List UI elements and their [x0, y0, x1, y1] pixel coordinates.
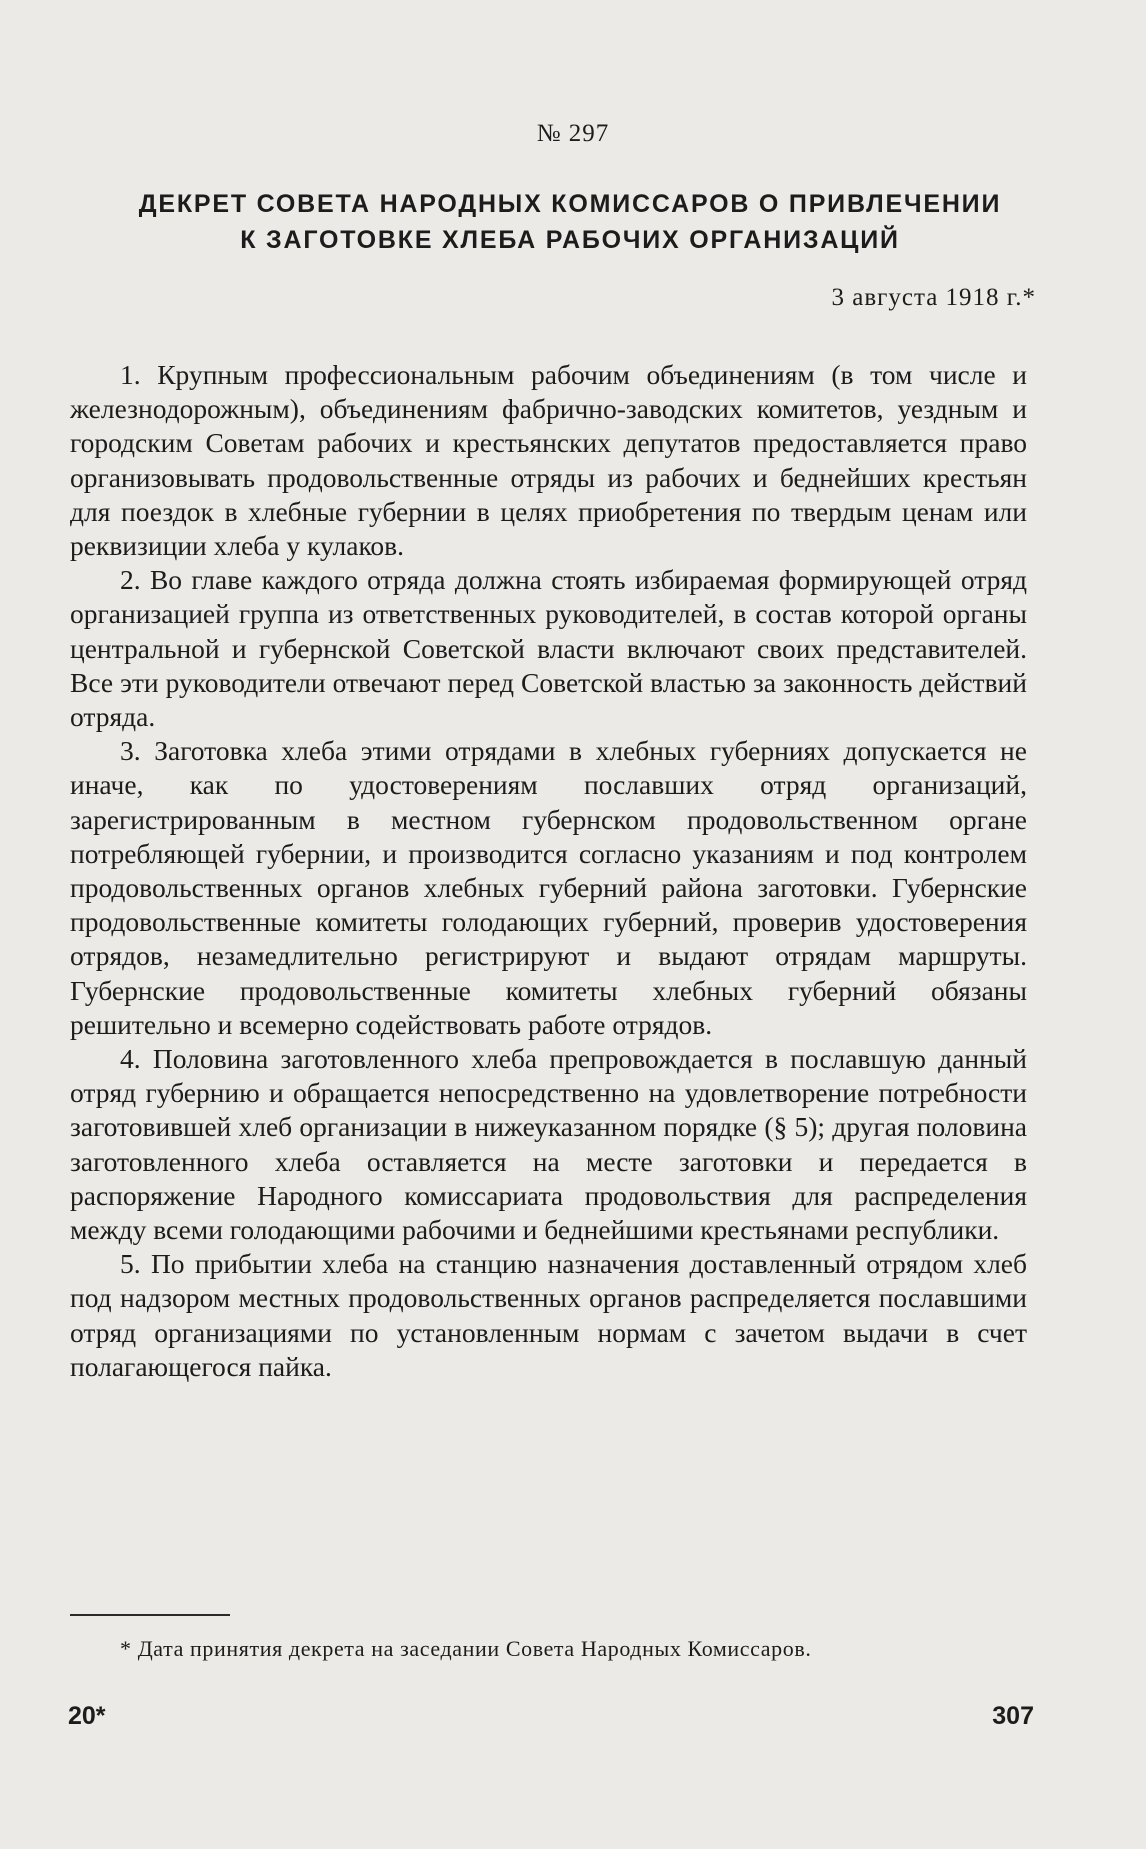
- footnote-divider: [70, 1614, 230, 1616]
- paragraph-5: 5. По прибытии хлеба на станцию назначения доставленный отрядом хлеб под надзором местных продовольственных органов распределяется пославшими отряд организациями по установленным нормам с зачетом выдачи в счет полагающегося пайка.: [70, 1248, 1027, 1382]
- title-line-1: ДЕКРЕТ СОВЕТА НАРОДНЫХ КОМИССАРОВ О ПРИВЛЕЧЕНИИ: [138, 190, 1002, 218]
- decree-body: [70, 358, 1027, 1384]
- document-date: 3 августа 1918 г.*: [831, 284, 1036, 311]
- paragraph-4: 4. Половина заготовленного хлеба препровождается в пославшую данный отряд губернию и обращается непосредственно на удовлетворение потребности заготовившей хлеб организации в нижеуказанном порядке (§ 5); другая половина заготовленного хлеба оставляется на месте заготовки и передается в распоряжение Народного комиссариата продовольствия для распределения между всеми голодающими рабочими и беднейшими крестьянами республики.: [70, 1043, 1027, 1246]
- document-number: № 297: [536, 120, 610, 147]
- paragraph-2: 2. Во главе каждого отряда должна стоять избираемая формирующей отряд организацией группа из ответственных руководителей, в состав которой органы центральной и губернской Советской власти включают своих представителей. Все эти руководители отвечают перед Советской властью за законность действий отряда.: [70, 564, 1027, 733]
- paragraph-1: 1. Крупным профессиональным рабочим объединениям (в том числе и железнодорожным), объединениям фабрично-заводских комитетов, уездным и городским Советам рабочих и крестьянских депутатов предоставляется право организовывать продовольственные отряды из рабочих и беднейших крестьян для поездок в хлебные губернии в целях приобретения по твердым ценам или реквизиции хлеба у кулаков.: [70, 359, 1027, 562]
- document-title: [70, 186, 1070, 258]
- footnote: * Дата принятия декрета на заседании Совета Народных Комиссаров.: [120, 1636, 812, 1661]
- signature-mark: 20*: [68, 1702, 106, 1730]
- title-line-2: К ЗАГОТОВКЕ ХЛЕБА РАБОЧИХ ОРГАНИЗАЦИЙ: [240, 226, 900, 254]
- paragraph-3: 3. Заготовка хлеба этими отрядами в хлебных губерниях допускается не иначе, как по удостоверениям пославших отряд организаций, зарегистрированным в местном губернском продовольственном органе потребляющей губернии, и производится согласно указаниям и под контролем продовольственных органов хлебных губерний района заготовки. Губернские продовольственные комитеты голодающих губерний, проверив удостоверения отрядов, незамедлительно регистрируют и выдают отрядам маршруты. Губернские продовольственные комитеты хлебных губерний обязаны решительно и всемерно содействовать работе отрядов.: [70, 735, 1027, 1040]
- page-number: 307: [992, 1702, 1034, 1730]
